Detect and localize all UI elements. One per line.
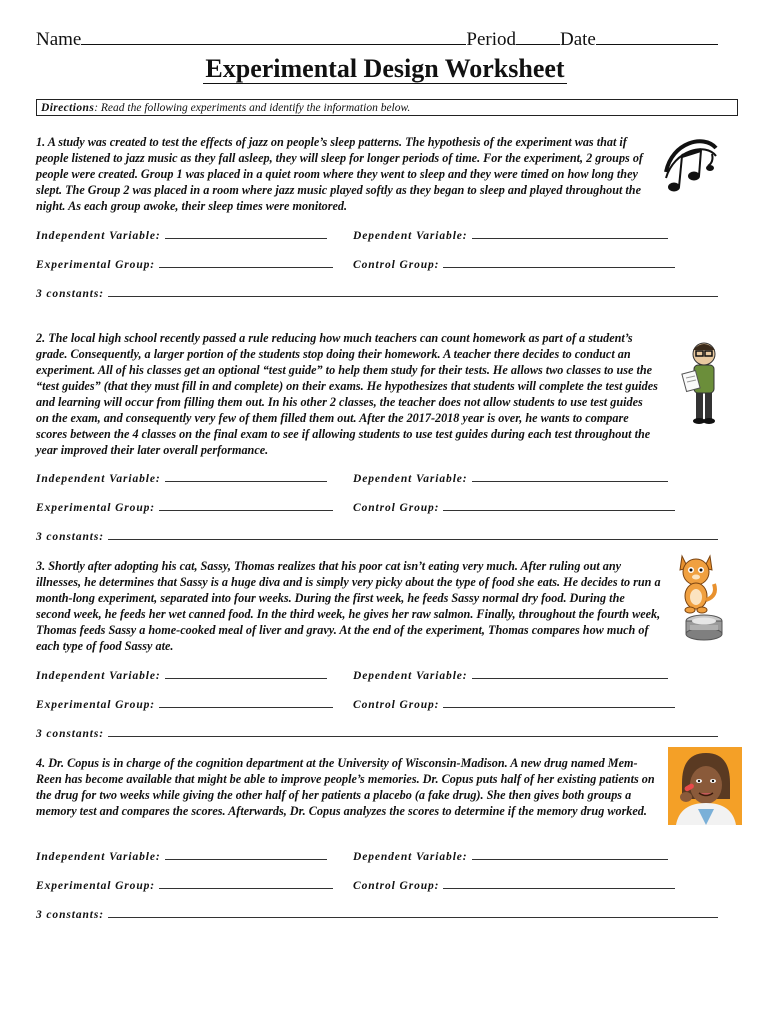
q1-constants-blank[interactable] xyxy=(108,285,718,297)
experimental-group-label: Experimental Group: xyxy=(36,699,156,711)
q3-constants-blank[interactable] xyxy=(108,725,718,737)
question-3-text: 3. Shortly after adopting his cat, Sassy, Thomas realizes that his poor cat isn’t eating very much. After ruling out any illnesses, he determines that Sassy is a huge diva and is simply very picky about the type of food she eats. He decides to run a month-long experiment, separated into four weeks. During the first week, he feeds Sassy normal dry food. During the second week, he feeds her wet canned food. In the third week, he gives her raw salmon. Finally, throughout the fourth week, Thomas feeds Sassy a home-cooked meal of liver and gravy. At the end of the experiment, Thomas compares how much of each type of food Sassy ate. xyxy=(36,559,661,653)
q3-dependent-blank[interactable] xyxy=(472,667,668,679)
dependent-variable-label: Dependent Variable: xyxy=(353,851,468,863)
q2-constants-blank[interactable] xyxy=(108,528,718,540)
q3-variables-row xyxy=(36,667,468,682)
q4-dependent-blank[interactable] xyxy=(472,848,668,860)
q2-dependent-blank[interactable] xyxy=(472,470,668,482)
q4-experimental-blank[interactable] xyxy=(159,877,333,889)
q4-groups-row xyxy=(36,877,440,892)
q2-constants-row xyxy=(36,528,718,543)
q1-variables-row xyxy=(36,227,468,242)
q2-variables-row xyxy=(36,470,468,485)
q3-independent-blank[interactable] xyxy=(165,667,327,679)
dependent-variable-label: Dependent Variable: xyxy=(353,670,468,682)
name-blank[interactable] xyxy=(81,28,466,45)
experimental-group-label: Experimental Group: xyxy=(36,259,156,271)
dependent-variable-label: Dependent Variable: xyxy=(353,473,468,485)
q3-constants-row xyxy=(36,725,718,740)
independent-variable-label: Independent Variable: xyxy=(36,473,161,485)
q1-dependent-blank[interactable] xyxy=(472,227,668,239)
q3-groups-row xyxy=(36,696,440,711)
page-title: Experimental Design Worksheet xyxy=(205,54,565,83)
control-group-label: Control Group: xyxy=(353,502,440,514)
music-notes-icon xyxy=(660,132,720,198)
q4-variables-row xyxy=(36,848,468,863)
period-label: Period xyxy=(466,29,516,50)
constants-label: 3 constants: xyxy=(36,909,104,921)
q2-control-blank[interactable] xyxy=(443,499,675,511)
date-label: Date xyxy=(559,29,596,50)
independent-variable-label: Independent Variable: xyxy=(36,851,161,863)
constants-label: 3 constants: xyxy=(36,531,104,543)
q4-constants-blank[interactable] xyxy=(108,906,718,918)
q1-groups-row xyxy=(36,256,440,271)
date-blank[interactable] xyxy=(596,28,718,45)
q2-independent-blank[interactable] xyxy=(165,470,327,482)
q4-control-blank[interactable] xyxy=(443,877,675,889)
directions-box xyxy=(36,99,738,116)
q1-constants-row xyxy=(36,285,718,300)
q4-independent-blank[interactable] xyxy=(165,848,327,860)
name-label: Name xyxy=(36,29,82,50)
teacher-figure-icon xyxy=(676,338,728,426)
doctor-pill-icon xyxy=(668,747,742,825)
independent-variable-label: Independent Variable: xyxy=(36,230,161,242)
experimental-group-label: Experimental Group: xyxy=(36,502,156,514)
q1-experimental-blank[interactable] xyxy=(159,256,333,268)
directions-label: Directions xyxy=(41,102,95,114)
question-4-text: 4. Dr. Copus is in charge of the cognition department at the University of Wisconsin-Madison. A new drug named Mem-Reen has become available that might be able to improve people’s memories. Dr. Copus puts half of her existing patients on the drug for two weeks while giving the other half of her patients a placebo (a fake drug). She then gives both groups a memory test and compares the scores. Afterwards, Dr. Copus analyzes the scores to determine if the memory drug worked. xyxy=(36,756,655,818)
constants-label: 3 constants: xyxy=(36,288,104,300)
q3-control-blank[interactable] xyxy=(443,696,675,708)
dependent-variable-label: Dependent Variable: xyxy=(353,230,468,242)
period-blank[interactable] xyxy=(516,28,560,45)
cat-food-can-icon xyxy=(684,614,724,642)
q4-constants-row xyxy=(36,906,718,921)
question-2-text: 2. The local high school recently passed a rule reducing how much teachers can count homework as part of a student’s grade. Consequently, a larger portion of the students stop doing their homework. A teacher there decides to conduct an experiment. All of his classes get an optional “test guide” to help them study for their tests. He allows two classes to use the “test guides” (that they must fill in and complete) on their exams. He hypothesizes that students will complete the test guides and learning will occur from filling them out. In his other 2 classes, the teacher does not allow students to use test guides on the exam, and consequently very few of them filled them out. After the 2017-2018 year is over, he wants to compare scores between the 4 classes on the final exam to see if allowing students to use test guides during each test throughout the year improved their later overall performance. xyxy=(36,331,658,457)
q2-experimental-blank[interactable] xyxy=(159,499,333,511)
q3-experimental-blank[interactable] xyxy=(159,696,333,708)
control-group-label: Control Group: xyxy=(353,880,440,892)
q2-groups-row xyxy=(36,499,440,514)
directions-text: : Read the following experiments and identify the information below. xyxy=(94,102,411,114)
name-period-date-line xyxy=(36,28,736,51)
q1-control-blank[interactable] xyxy=(443,256,675,268)
control-group-label: Control Group: xyxy=(353,259,440,271)
independent-variable-label: Independent Variable: xyxy=(36,670,161,682)
constants-label: 3 constants: xyxy=(36,728,104,740)
experimental-group-label: Experimental Group: xyxy=(36,880,156,892)
control-group-label: Control Group: xyxy=(353,699,440,711)
q1-independent-blank[interactable] xyxy=(165,227,327,239)
cat-icon xyxy=(672,550,720,614)
question-1-text: 1. A study was created to test the effects of jazz on people’s sleep patterns. The hypothesis of the experiment was that if people listened to jazz music as they fall asleep, they will sleep for longer periods of time. For the experiment, 2 groups of people were created. Group 1 was placed in a quiet room where they went to sleep and they were timed on how long they slept. The Group 2 was placed in a room where jazz music played softly as they began to sleep and played throughout the night. As each group awoke, their sleep times were monitored. xyxy=(36,135,643,213)
